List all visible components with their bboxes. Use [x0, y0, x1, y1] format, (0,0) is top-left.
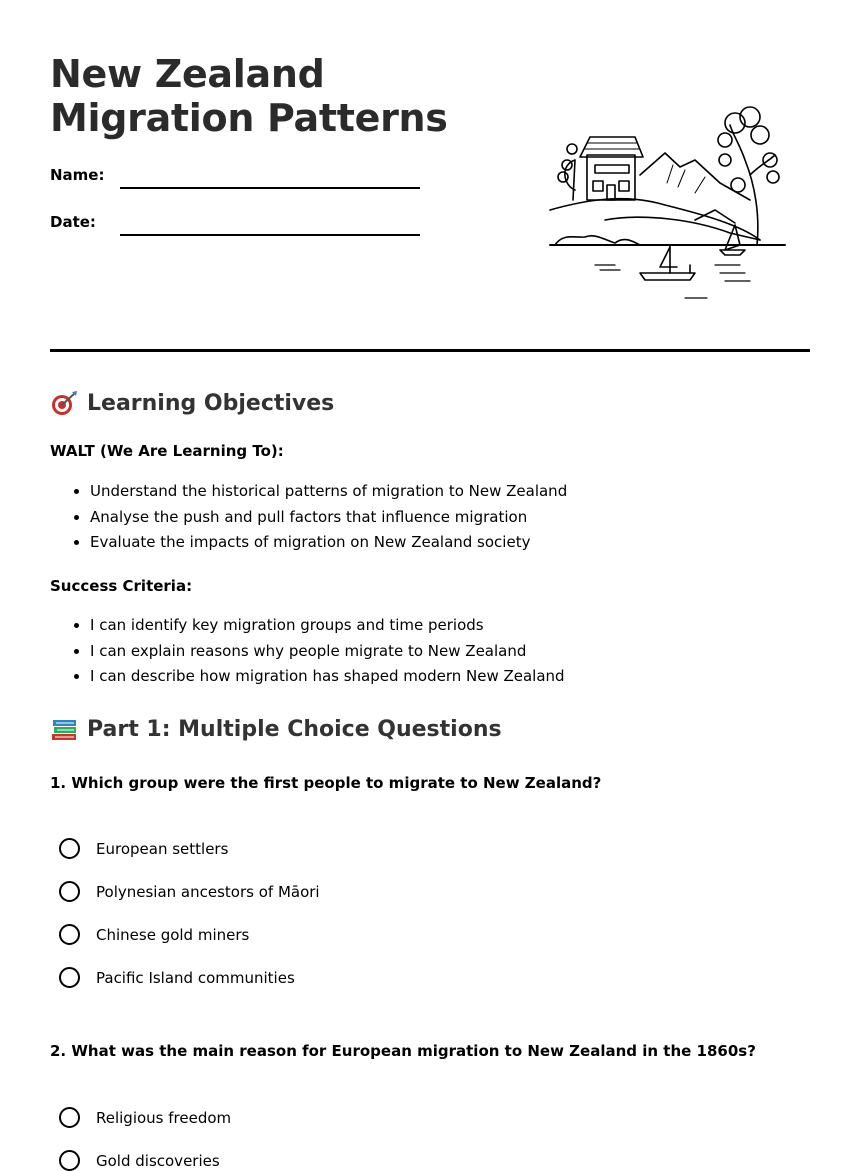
question-1-option-b[interactable] [59, 881, 320, 902]
question-1: 1. Which group were the first people to migrate to New Zealand? [50, 774, 602, 792]
list-item: • I can describe how migration has shaped modern New Zealand [90, 664, 565, 690]
list-item: • I can explain reasons why people migrate to New Zealand [90, 639, 565, 665]
date-field[interactable] [120, 234, 420, 236]
option-label: Religious freedom [96, 1108, 232, 1127]
list-item: • Understand the historical patterns of migration to New Zealand [90, 479, 567, 505]
radio-button[interactable] [59, 1107, 80, 1128]
name-field[interactable] [120, 187, 420, 189]
walt-label: WALT (We Are Learning To): [50, 442, 284, 460]
objectives-heading-text: Learning Objectives [87, 390, 335, 416]
landscape-illustration [545, 105, 795, 305]
option-label: Polynesian ancestors of Māori [96, 882, 320, 901]
books-icon [50, 716, 79, 742]
question-1-option-c[interactable] [59, 924, 249, 945]
option-label: Pacific Island communities [96, 968, 295, 987]
option-label: Gold discoveries [96, 1151, 220, 1170]
target-icon [50, 390, 79, 416]
date-label: Date: [50, 213, 96, 231]
walt-list [50, 479, 567, 556]
question-2: 2. What was the main reason for European migration to New Zealand in the 1860s? [50, 1042, 756, 1060]
question-2-option-a[interactable] [59, 1107, 231, 1128]
option-label: European settlers [96, 839, 229, 858]
part1-heading [50, 716, 502, 742]
list-item: • Evaluate the impacts of migration on New Zealand society [90, 530, 567, 556]
radio-button[interactable] [59, 967, 80, 988]
objectives-heading [50, 390, 334, 416]
question-1-option-a[interactable] [59, 838, 228, 859]
part1-heading-text: Part 1: Multiple Choice Questions [87, 716, 502, 742]
radio-button[interactable] [59, 924, 80, 945]
success-criteria-label: Success Criteria: [50, 577, 193, 595]
list-item: • I can identify key migration groups and time periods [90, 613, 565, 639]
page-title: New Zealand Migration Patterns [50, 52, 448, 140]
radio-button[interactable] [59, 838, 80, 859]
header-divider [50, 349, 810, 352]
success-criteria-list [50, 613, 565, 690]
radio-button[interactable] [59, 881, 80, 902]
list-item: • Analyse the push and pull factors that influence migration [90, 505, 567, 531]
name-label: Name: [50, 166, 105, 184]
option-label: Chinese gold miners [96, 925, 250, 944]
question-1-option-d[interactable] [59, 967, 295, 988]
